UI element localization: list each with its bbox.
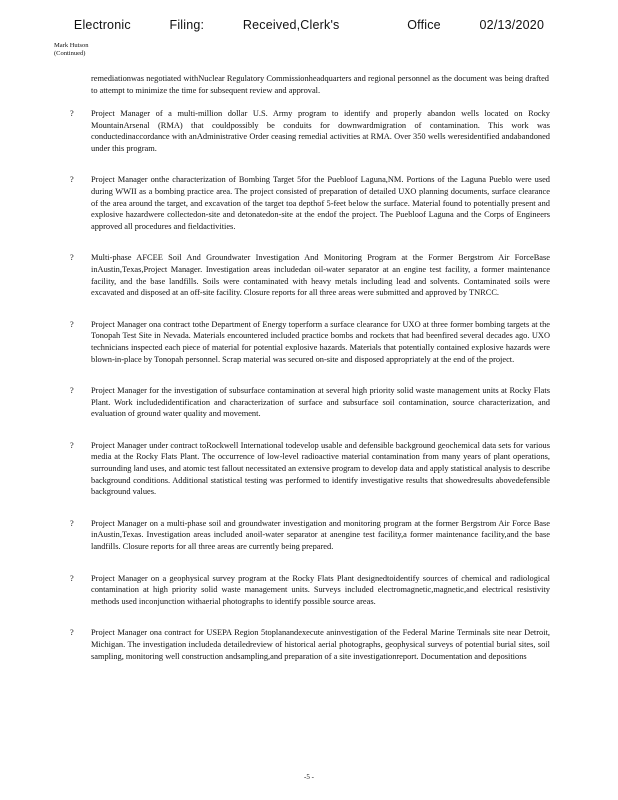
bullet-marker: ? (70, 253, 74, 263)
item-text: Project Manager under contract toRockwell International todevelop usable and defensible background geochemical data sets for various media at the Rocky Flats Plant. The occurrence of low-level radioactive material contamination from many years of plant operations, surrounding land uses, and atomic test fallout necessitated an extensive program to develop data and apply statistical analysis to describe background conditions. Additional statistical testing was performed to identify investigative results that showedresults abovedefensible background values. (91, 440, 550, 497)
list-item (70, 385, 550, 420)
bullet-marker: ? (70, 440, 74, 450)
item-text: Project Manager ona contract for USEPA Region 5toplanandexecute aninvestigation of the Federal Marine Terminals site near Detroit, Michigan. The investigation includeda detailedreview of historical aerial photographs, geophysical surveys of potential burial sites, soil sampling, monitoring well construction andsampling,and preparation of a site investigationreport. Documentation and depositions (91, 628, 550, 661)
item-text: Multi-phase AFCEE Soil And Groundwater Investigation And Monitoring Program at the Former Bergstrom Air ForceBase inAustin,Texas,Project Manager. Investigation areas includedan oil-water separator at an engine test facility, a former maintenance facility, and the base landfills. Soils were contaminated with heavy metals including lead and solvents. Contaminated soils were excavated and disposed at an off-site facility. Closure reports for all three areas were submitted and approved by TNRCC. (91, 253, 550, 298)
lead-paragraph: remediationwas negotiated withNuclear Regulatory Commissionheadquarters and regional personnel as the document was being drafted to attempt to minimize the time for subsequent review and approval. (91, 74, 549, 95)
bullet-marker: ? (70, 175, 74, 185)
author-block (54, 42, 88, 58)
list-item (70, 440, 550, 498)
filing-header: Electronic Filing: Received,Clerk's Office 02/13/2020 (73, 18, 545, 32)
bullet-marker: ? (70, 386, 74, 396)
bullet-marker: ? (70, 518, 74, 528)
list-item (70, 252, 550, 298)
list-item (70, 319, 550, 365)
item-text: Project Manager for the investigation of subsurface contamination at several high priority solid waste management units at Rocky Flats Plant. Work includedidentification and characterization of surface and subsurface soil contamination, source characterization, and evaluation of ground water quality and movement. (91, 386, 550, 419)
page-number: -5 - (304, 773, 314, 781)
list-item (70, 573, 550, 608)
list-item (70, 518, 550, 553)
author-continued-note: (Continued) (54, 50, 86, 57)
item-text: Project Manager on a multi-phase soil and groundwater investigation and monitoring program at the former Bergstrom Air Force Base inAustin,Texas. Investigation areas included anoil-water separator at anengine test facility,a former maintenance facility,and the base landfills. Closure reports for all three areas are currently being prepared. (91, 518, 550, 552)
item-text: Project Manager of a multi-million dollar U.S. Army program to identify and properly abandon wells located on Rocky MountainArsenal (RMA) that couldpossibly be conduits for downwardmigration of contamination. This work was conductedinaccordance with anAdministrative Order ceasing remedial activities at RMA. Over 350 wells weresidentified andabandoned under this program. (91, 109, 550, 153)
experience-list (70, 108, 550, 662)
bullet-marker: ? (70, 628, 74, 638)
list-item (70, 627, 550, 662)
item-text: Project Manager onthe characterization of Bombing Target 5for the Puebloof Laguna,NM. Portions of the Laguna Pueblo were used during WWII as a bombing practice area. The project consisted of preparation of detailed UXO planning documents, surface clearance of the area around the target, and excavation of the target toa depthof 5-feet below the surface. Material found to potentially present and explosive hazardwere collectedon-site and detonatedon-site at the endof the project. The Puebloof Laguna and the Corps of Engineers approved all procedures and fieldactivities. (91, 175, 550, 231)
bullet-marker: ? (70, 319, 74, 329)
bullet-marker: ? (70, 109, 74, 118)
item-text: Project Manager ona contract tothe Department of Energy toperform a surface clearance for UXO at three former bombing targets at the Tonopah Test Site in Nevada. Materials encountered included practice bombs and rockets that had beenfired several decades ago. UXO technicians inspected each piece of material for potential explosive hazards. Materials that potentially contained explosive hazards were blown-in-place by Tonopah personnel. Scrap material was secured on-site and disposed appropriately at the end of the project. (91, 319, 550, 364)
list-item (70, 108, 550, 154)
bullet-marker: ? (70, 573, 74, 583)
list-item (70, 174, 550, 232)
author-name: Mark Hutson (54, 42, 89, 49)
item-text: Project Manager on a geophysical survey program at the Rocky Flats Plant designedtoidentify sources of chemical and radiological contamination at high priority solid waste management units. Surveys included electromagnetic,magnetic,and electrical resistivity methods used inconjunction withaerial photographs to identify possible source areas. (91, 573, 550, 606)
